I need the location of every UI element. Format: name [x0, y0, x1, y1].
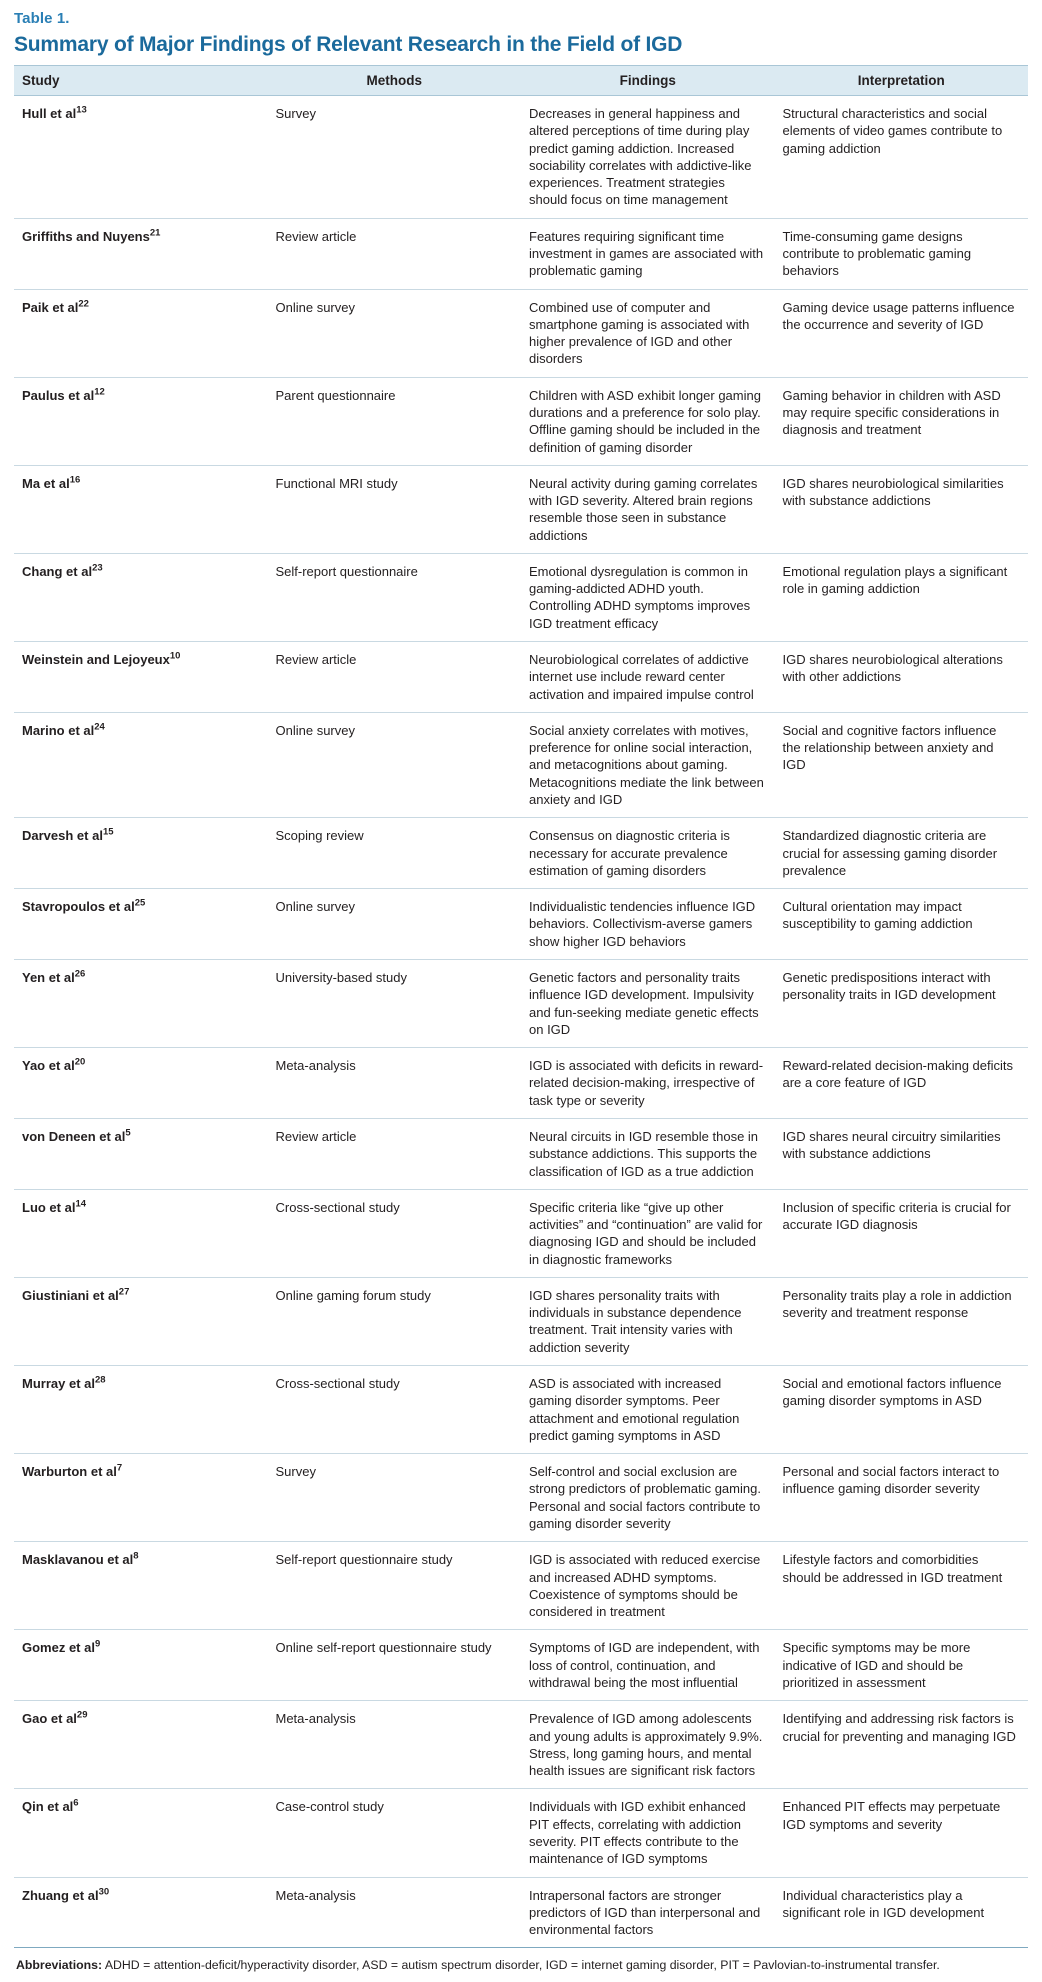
cell-methods: Cross-sectional study: [268, 1366, 522, 1454]
table-header: [14, 66, 1028, 96]
cell-findings: Social anxiety correlates with motives, preference for online social interaction, and metacognitions about gaming. Metacognitions mediate the link between anxiety and IGD: [521, 712, 775, 817]
table-row: [14, 218, 1028, 289]
table-row: [14, 1118, 1028, 1189]
cell-study: [14, 1118, 268, 1189]
cell-methods: Meta-analysis: [268, 1701, 522, 1789]
table-row: [14, 377, 1028, 465]
study-name: Warburton et al: [22, 1464, 117, 1480]
table-row: [14, 1630, 1028, 1701]
table-row: [14, 818, 1028, 889]
cell-interpretation: Individual characteristics play a significant role in IGD development: [775, 1877, 1029, 1948]
cell-findings: Features requiring significant time investment in games are associated with problematic gaming: [521, 218, 775, 289]
study-reference: 8: [133, 1550, 139, 1562]
cell-interpretation: Identifying and addressing risk factors is crucial for preventing and managing IGD: [775, 1701, 1029, 1789]
study-name: Zhuang et al: [22, 1887, 99, 1903]
cell-findings: IGD is associated with reduced exercise and increased ADHD symptoms. Coexistence of symptoms should be considered in treatment: [521, 1542, 775, 1630]
study-reference: 14: [75, 1198, 87, 1210]
table-row: [14, 1877, 1028, 1948]
study-name: Gomez et al: [22, 1640, 95, 1656]
study-name: Luo et al: [22, 1199, 76, 1215]
cell-study: [14, 1877, 268, 1948]
study-name: Yen et al: [22, 969, 75, 985]
column-header-interpretation: Interpretation: [775, 66, 1029, 96]
cell-methods: Review article: [268, 218, 522, 289]
study-reference: 5: [125, 1127, 131, 1139]
cell-interpretation: Inclusion of specific criteria is crucial for accurate IGD diagnosis: [775, 1189, 1029, 1277]
table-row: [14, 1048, 1028, 1119]
cell-findings: Individuals with IGD exhibit enhanced PIT effects, correlating with addiction severity. PIT effects contribute to the maintenance of IGD symptoms: [521, 1789, 775, 1877]
column-header-study: Study: [14, 66, 268, 96]
cell-interpretation: IGD shares neurobiological alterations with other addictions: [775, 642, 1029, 713]
study-name: Chang et al: [22, 563, 93, 579]
cell-findings: Specific criteria like “give up other activities” and “continuation” are valid for diagnosing IGD and should be included in diagnostic frameworks: [521, 1189, 775, 1277]
cell-findings: Neural activity during gaming correlates with IGD severity. Altered brain regions resemble those seen in substance addictions: [521, 465, 775, 553]
cell-study: [14, 818, 268, 889]
cell-methods: Online survey: [268, 712, 522, 817]
cell-interpretation: Structural characteristics and social elements of video games contribute to gaming addiction: [775, 96, 1029, 219]
footnote-label: Abbreviations:: [16, 1958, 103, 1973]
cell-methods: Scoping review: [268, 818, 522, 889]
cell-findings: Intrapersonal factors are stronger predictors of IGD than interpersonal and environmental factors: [521, 1877, 775, 1948]
study-name: Weinstein and Lejoyeux: [22, 652, 170, 668]
cell-methods: Self-report questionnaire study: [268, 1542, 522, 1630]
study-reference: 24: [94, 721, 105, 733]
table-row: [14, 959, 1028, 1047]
cell-methods: Cross-sectional study: [268, 1189, 522, 1277]
findings-table: [14, 65, 1028, 1948]
cell-study: [14, 553, 268, 641]
cell-interpretation: Social and emotional factors influence gaming disorder symptoms in ASD: [775, 1366, 1029, 1454]
study-reference: 23: [92, 562, 103, 574]
table-row: [14, 553, 1028, 641]
study-reference: 27: [118, 1286, 130, 1298]
cell-study: [14, 1189, 268, 1277]
cell-methods: Self-report questionnaire: [268, 553, 522, 641]
table-row: [14, 1542, 1028, 1630]
cell-study: [14, 642, 268, 713]
cell-findings: ASD is associated with increased gaming disorder symptoms. Peer attachment and emotional regulation predict gaming symptoms in ASD: [521, 1366, 775, 1454]
cell-methods: Online self-report questionnaire study: [268, 1630, 522, 1701]
cell-interpretation: Gaming behavior in children with ASD may require specific considerations in diagnosis and treatment: [775, 377, 1029, 465]
cell-study: [14, 712, 268, 817]
table-row: [14, 465, 1028, 553]
cell-interpretation: Personality traits play a role in addiction severity and treatment response: [775, 1277, 1029, 1365]
cell-methods: Online survey: [268, 289, 522, 377]
cell-methods: University-based study: [268, 959, 522, 1047]
column-header-findings: Findings: [521, 66, 775, 96]
table-row: [14, 1366, 1028, 1454]
cell-methods: Review article: [268, 642, 522, 713]
study-reference: 6: [73, 1798, 79, 1810]
study-reference: 22: [78, 298, 89, 310]
cell-interpretation: Cultural orientation may impact susceptibility to gaming addiction: [775, 889, 1029, 960]
table-row: [14, 642, 1028, 713]
cell-methods: Meta-analysis: [268, 1048, 522, 1119]
cell-study: [14, 1630, 268, 1701]
table-row: [14, 1277, 1028, 1365]
cell-findings: Neurobiological correlates of addictive internet use include reward center activation and impaired impulse control: [521, 642, 775, 713]
study-reference: 10: [169, 650, 181, 662]
cell-methods: Case-control study: [268, 1789, 522, 1877]
cell-findings: Individualistic tendencies influence IGD behaviors. Collectivism-averse gamers show higher IGD behaviors: [521, 889, 775, 960]
cell-study: [14, 289, 268, 377]
cell-findings: Decreases in general happiness and altered perceptions of time during play predict gaming addiction. Increased sociability correlates with addictive-like experiences. Treatment strategies should focus on time management: [521, 96, 775, 219]
cell-interpretation: Reward-related decision-making deficits are a core feature of IGD: [775, 1048, 1029, 1119]
cell-study: [14, 1789, 268, 1877]
study-reference: 15: [102, 826, 114, 838]
study-name: Gao et al: [22, 1711, 77, 1727]
cell-findings: IGD is associated with deficits in reward-related decision-making, irrespective of task type or severity: [521, 1048, 775, 1119]
cell-findings: Combined use of computer and smartphone gaming is associated with higher prevalence of IGD and other disorders: [521, 289, 775, 377]
study-name: von Deneen et al: [22, 1128, 126, 1144]
cell-interpretation: Standardized diagnostic criteria are crucial for assessing gaming disorder prevalence: [775, 818, 1029, 889]
study-name: Murray et al: [22, 1376, 95, 1392]
cell-methods: Parent questionnaire: [268, 377, 522, 465]
cell-methods: Meta-analysis: [268, 1877, 522, 1948]
cell-methods: Functional MRI study: [268, 465, 522, 553]
cell-methods: Review article: [268, 1118, 522, 1189]
study-name: Giustiniani et al: [22, 1287, 119, 1303]
table-row: [14, 712, 1028, 817]
cell-study: [14, 1701, 268, 1789]
cell-study: [14, 377, 268, 465]
study-reference: 25: [134, 897, 146, 909]
cell-study: [14, 1366, 268, 1454]
cell-interpretation: IGD shares neurobiological similarities with substance addictions: [775, 465, 1029, 553]
cell-methods: Online gaming forum study: [268, 1277, 522, 1365]
cell-study: [14, 96, 268, 219]
cell-methods: Survey: [268, 1454, 522, 1542]
cell-study: [14, 959, 268, 1047]
cell-findings: Symptoms of IGD are independent, with loss of control, continuation, and withdrawal being the most influential: [521, 1630, 775, 1701]
cell-study: [14, 218, 268, 289]
table-row: [14, 96, 1028, 219]
cell-methods: Survey: [268, 96, 522, 219]
cell-findings: Emotional dysregulation is common in gaming-addicted ADHD youth. Controlling ADHD symptoms improves IGD treatment efficacy: [521, 553, 775, 641]
study-reference: 21: [149, 227, 161, 239]
study-reference: 28: [94, 1374, 106, 1386]
cell-interpretation: Genetic predispositions interact with personality traits in IGD development: [775, 959, 1029, 1047]
cell-interpretation: Specific symptoms may be more indicative of IGD and should be prioritized in assessment: [775, 1630, 1029, 1701]
cell-interpretation: Emotional regulation plays a significant role in gaming addiction: [775, 553, 1029, 641]
cell-methods: Online survey: [268, 889, 522, 960]
cell-study: [14, 1048, 268, 1119]
column-header-methods: Methods: [268, 66, 522, 96]
study-reference: 20: [74, 1056, 86, 1068]
cell-findings: IGD shares personality traits with individuals in substance dependence treatment. Trait intensity varies with addiction severity: [521, 1277, 775, 1365]
study-reference: 16: [69, 474, 81, 486]
study-reference: 26: [74, 968, 86, 980]
study-name: Yao et al: [22, 1058, 75, 1074]
table-row: [14, 889, 1028, 960]
table-row: [14, 289, 1028, 377]
table-row: [14, 1454, 1028, 1542]
study-name: Masklavanou et al: [22, 1552, 134, 1568]
table-row: [14, 1789, 1028, 1877]
cell-interpretation: Personal and social factors interact to influence gaming disorder severity: [775, 1454, 1029, 1542]
cell-findings: Genetic factors and personality traits influence IGD development. Impulsivity and fun-seeking mediate genetic effects on IGD: [521, 959, 775, 1047]
study-name: Hull et al: [22, 106, 77, 121]
study-name: Stavropoulos et al: [22, 899, 135, 915]
study-reference: 29: [76, 1709, 88, 1721]
cell-study: [14, 1542, 268, 1630]
study-name: Griffiths and Nuyens: [22, 228, 150, 244]
cell-interpretation: IGD shares neural circuitry similarities with substance addictions: [775, 1118, 1029, 1189]
cell-interpretation: Social and cognitive factors influence the relationship between anxiety and IGD: [775, 712, 1029, 817]
table-label: Table 1.: [14, 10, 70, 27]
cell-study: [14, 1454, 268, 1542]
footnote-text: ADHD = attention-deficit/hyperactivity disorder, ASD = autism spectrum disorder, IGD = internet gaming disorder, PIT = Pavlovian-to-instrumental transfer.: [102, 1958, 940, 1973]
cell-findings: Neural circuits in IGD resemble those in substance addictions. This supports the classification of IGD as a true addiction: [521, 1118, 775, 1189]
table-title: Summary of Major Findings of Relevant Research in the Field of IGD: [14, 33, 683, 56]
cell-study: [14, 889, 268, 960]
study-name: Paulus et al: [22, 387, 95, 403]
table-row: [14, 1189, 1028, 1277]
study-name: Darvesh et al: [22, 828, 103, 844]
study-reference: 7: [116, 1462, 123, 1474]
table-row: [14, 1701, 1028, 1789]
cell-interpretation: Lifestyle factors and comorbidities should be addressed in IGD treatment: [775, 1542, 1029, 1630]
cell-interpretation: Enhanced PIT effects may perpetuate IGD symptoms and severity: [775, 1789, 1029, 1877]
cell-study: [14, 465, 268, 553]
cell-findings: Prevalence of IGD among adolescents and young adults is approximately 9.9%. Stress, long gaming hours, and mental health issues are significant risk factors: [521, 1701, 775, 1789]
cell-interpretation: Time-consuming game designs contribute to problematic gaming behaviors: [775, 218, 1029, 289]
cell-findings: Consensus on diagnostic criteria is necessary for accurate prevalence estimation of gaming disorders: [521, 818, 775, 889]
study-reference: 12: [94, 386, 105, 398]
study-name: Marino et al: [22, 722, 95, 738]
table-body: [14, 96, 1028, 1948]
study-reference: 9: [94, 1639, 101, 1651]
cell-study: [14, 1277, 268, 1365]
table-footnote: [14, 1948, 1028, 1974]
study-reference: 30: [98, 1886, 110, 1898]
study-name: Paik et al: [22, 299, 79, 315]
study-name: Qin et al: [22, 1799, 74, 1815]
cell-interpretation: Gaming device usage patterns influence the occurrence and severity of IGD: [775, 289, 1029, 377]
cell-findings: Self-control and social exclusion are strong predictors of problematic gaming. Personal and social factors contribute to gaming disorder severity: [521, 1454, 775, 1542]
study-reference: 13: [76, 104, 87, 116]
header-row: [14, 66, 1028, 96]
cell-findings: Children with ASD exhibit longer gaming durations and a preference for solo play. Offline gaming should be included in the definition of gaming disorder: [521, 377, 775, 465]
study-name: Ma et al: [22, 475, 70, 491]
